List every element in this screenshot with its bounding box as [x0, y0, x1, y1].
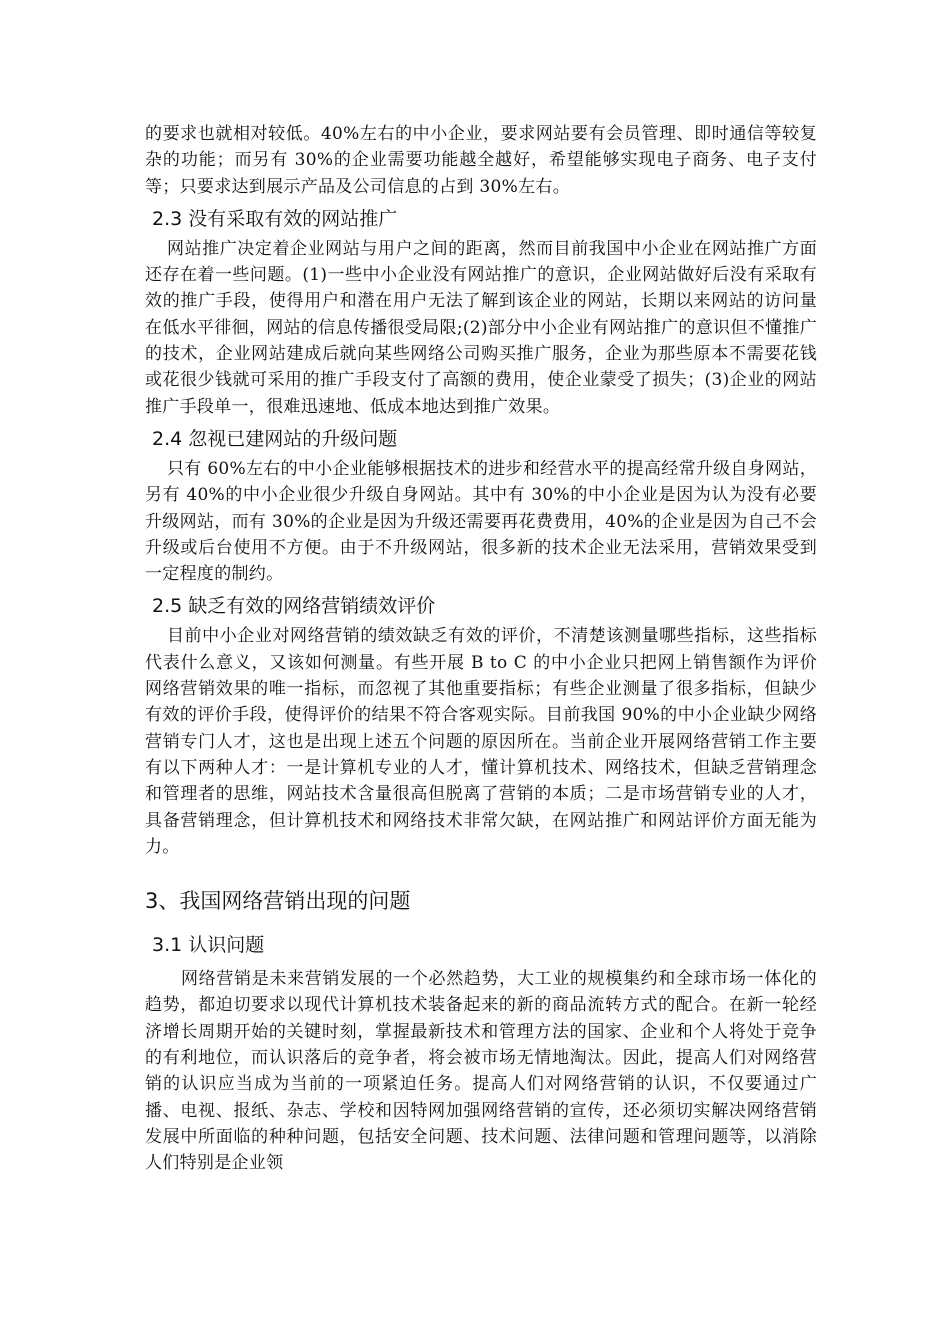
- paragraph-2-5: 目前中小企业对网络营销的绩效缺乏有效的评价，不清楚该测量哪些指标，这些指标代表什么意义，又该如何测量。有些开展 B to C 的中小企业只把网上销售额作为评价网络营销效果的唯一指标，而忽视了其他重要指标；有些企业测量了很多指标，但缺少有效的评价手段，使得评价的结果不符合客观实际。目前我国 90%的中小企业缺少网络营销专门人才，这也是出现上述五个问题的原因所在。当前企业开展网络营销工作主要有以下两种人才：一是计算机专业的人才，懂计算机技术、网络技术，但缺乏营销理念和管理者的思维，网站技术含量很高但脱离了营销的本质；二是市场营销专业的人才，具备营销理念，但计算机技术和网络技术非常欠缺，在网站推广和网站评价方面无能为力。: [145, 626, 817, 857]
- document-body: [145, 121, 817, 1177]
- paragraph-intro: 的要求也就相对较低。40%左右的中小企业，要求网站要有会员管理、即时通信等较复杂的功能；而另有 30%的企业需要功能越全越好，希望能够实现电子商务、电子支付等；只要求达到展示产品及公司信息的占到 30%左右。: [145, 124, 817, 197]
- heading-3-1: 3.1 认识问题: [152, 934, 265, 957]
- heading-2-4: 2.4 忽视已建网站的升级问题: [152, 427, 398, 450]
- paragraph-2-3: 网站推广决定着企业网站与用户之间的距离，然而目前我国中小企业在网站推广方面还存在着一些问题。(1)一些中小企业没有网站推广的意识，企业网站做好后没有采取有效的推广手段，使得用户和潜在用户无法了解到该企业的网站，长期以来网站的访问量在低水平徘徊，网站的信息传播很受局限;(2)部分中小企业有网站推广的意识但不懂推广的技术，企业网站建成后就向某些网络公司购买推广服务，企业为那些原本不需要花钱或花很少钱就可采用的推广手段支付了高额的费用，使企业蒙受了损失；(3)企业的网站推广手段单一，很难迅速地、低成本地达到推广效果。: [145, 238, 817, 417]
- heading-2-5: 2.5 缺乏有效的网络营销绩效评价: [152, 595, 436, 618]
- paragraph-2-4: 只有 60%左右的中小企业能够根据技术的进步和经营水平的提高经常升级自身网站，另有 40%的中小企业很少升级自身网站。其中有 30%的中小企业是因为认为没有必要升级网站，而有 30%的企业是因为升级还需要再花费费用，40%的企业是因为自己不会升级或后台使用不方便。由于不升级网站，很多新的技术企业无法采用，营销效果受到一定程度的制约。: [145, 458, 817, 585]
- heading-3: 3、我国网络营销出现的问题: [145, 889, 411, 914]
- paragraph-3-1: 网络营销是未来营销发展的一个必然趋势，大工业的规模集约和全球市场一体化的趋势，都迫切要求以现代计算机技术装备起来的新的商品流转方式的配合。在新一轮经济增长周期开始的关键时刻，掌握最新技术和管理方法的国家、企业和个人将处于竞争的有利地位，而认识落后的竞争者，将会被市场无情地淘汰。因此，提高人们对网络营销的认识应当成为当前的一项紧迫任务。提高人们对网络营销的认识，不仅要通过广播、电视、报纸、杂志、学校和因特网加强网络营销的宣传，还必须切实解决网络营销发展中所面临的种种问题，包括安全问题、技术问题、法律问题和管理问题等，以消除人们特别是企业领: [145, 969, 817, 1174]
- heading-2-3: 2.3 没有采取有效的网站推广: [152, 207, 398, 230]
